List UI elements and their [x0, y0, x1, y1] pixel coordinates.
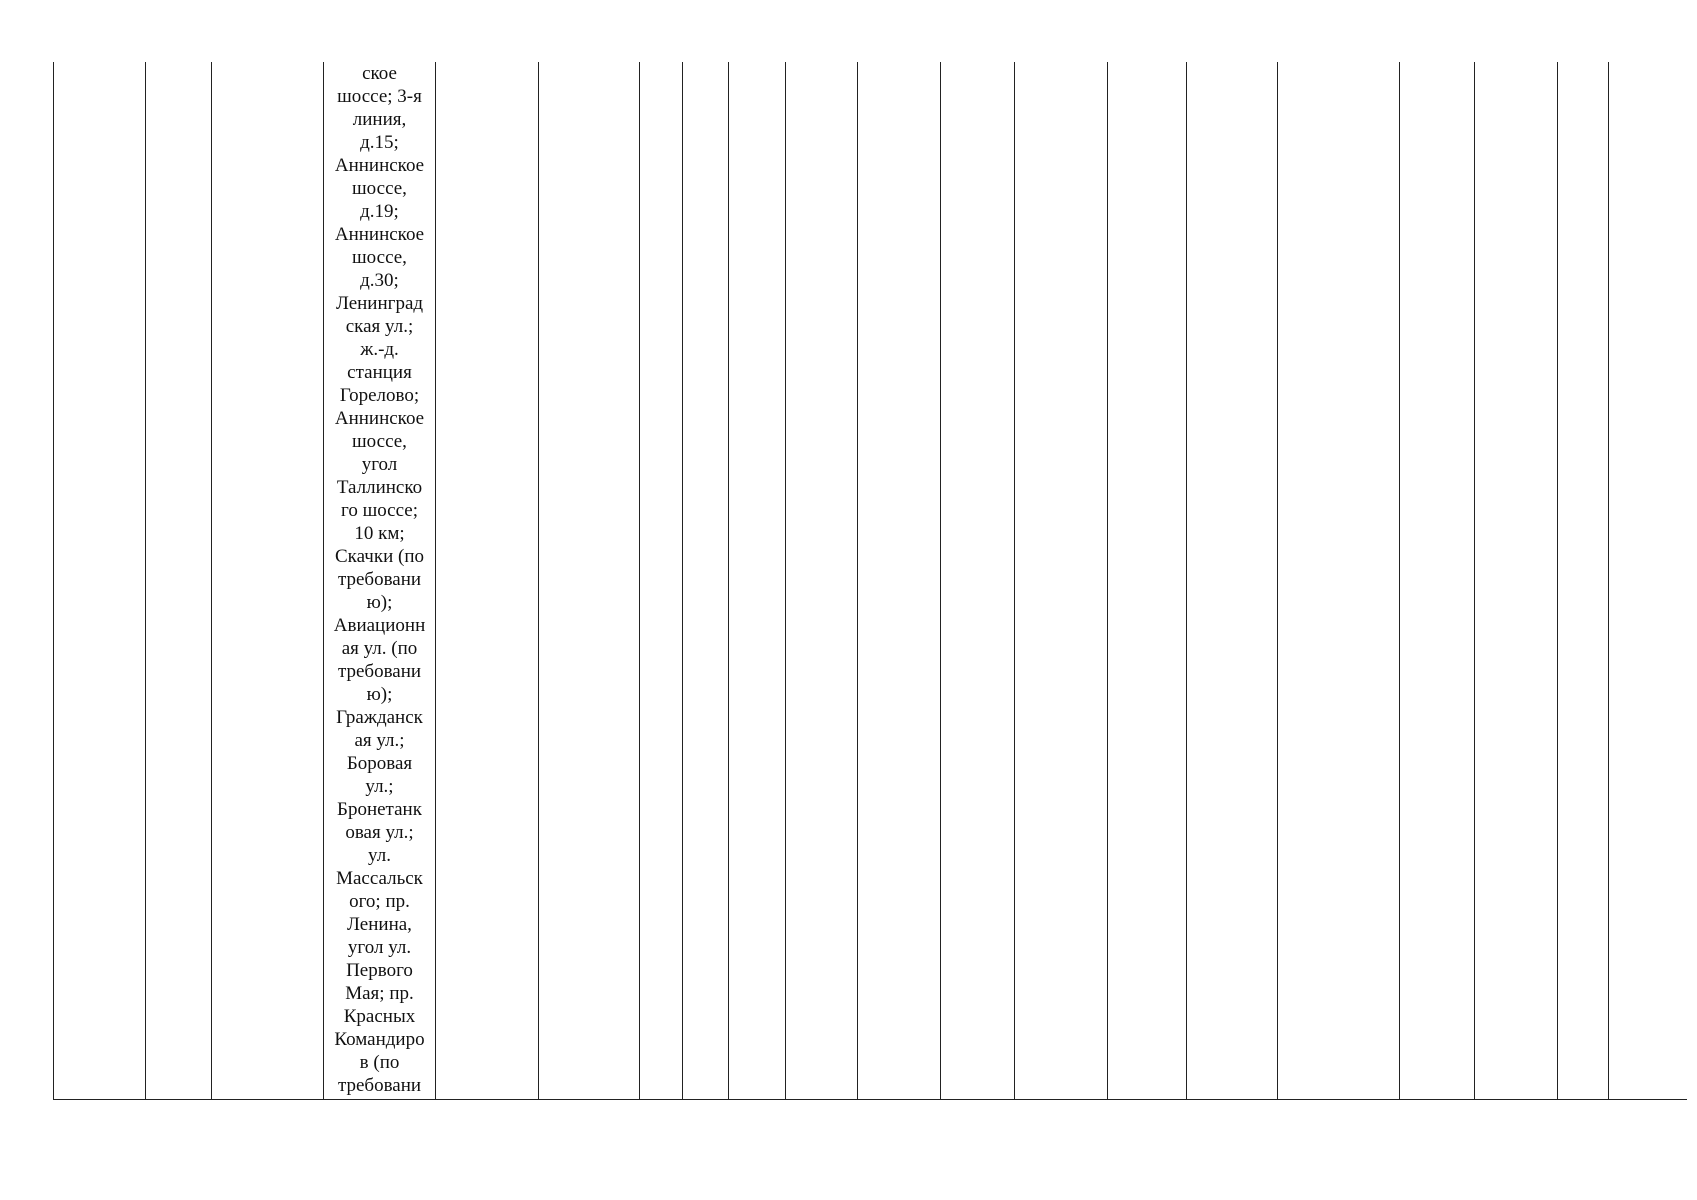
address-line: Таллинско	[336, 477, 423, 498]
address-line: го шоссе;	[341, 500, 418, 521]
table-column-3	[211, 62, 323, 1099]
table-column-16	[1277, 62, 1399, 1099]
address-line: Авиационн	[333, 615, 426, 636]
address-line: 10 км;	[354, 523, 405, 544]
address-line: линия,	[352, 109, 407, 130]
address-line: д.30;	[360, 270, 399, 291]
address-line: ю);	[366, 592, 393, 613]
address-cell-text	[324, 62, 435, 1097]
address-line: ая ул. (по	[341, 638, 418, 659]
address-line: ская ул.;	[345, 316, 414, 337]
address-line: д.19;	[360, 201, 399, 222]
address-line: Командиро	[334, 1029, 425, 1050]
table-column-17	[1399, 62, 1474, 1099]
address-line: ж.-д.	[360, 339, 399, 360]
address-line: Боровая	[346, 753, 413, 774]
address-line: угол ул.	[347, 937, 412, 958]
table-column-11	[857, 62, 940, 1099]
address-line: Красных	[343, 1006, 416, 1027]
address-line: Аннинское	[334, 155, 425, 176]
table-column-10	[785, 62, 857, 1099]
address-line: Аннинское	[334, 224, 425, 245]
table-column-12	[940, 62, 1014, 1099]
address-line: ого; пр.	[349, 891, 410, 912]
address-line: Первого	[346, 960, 413, 981]
table-column-5	[435, 62, 538, 1099]
address-line: Скачки (по	[335, 546, 424, 567]
schedule-table	[53, 62, 1687, 1100]
table-column-15	[1186, 62, 1277, 1099]
address-line: Аннинское	[334, 408, 425, 429]
table-column-7	[639, 62, 682, 1099]
table-column-9	[728, 62, 785, 1099]
address-line: овая ул.;	[345, 822, 414, 843]
table-column-14	[1107, 62, 1186, 1099]
address-line: ю);	[366, 684, 393, 705]
address-line: Ленина,	[347, 914, 412, 935]
table-column-8	[682, 62, 728, 1099]
address-line: ское	[362, 63, 397, 84]
address-line: Мая; пр.	[345, 983, 414, 1004]
address-line: д.15;	[360, 132, 399, 153]
table-column-19	[1557, 62, 1609, 1099]
address-line: в (по	[359, 1052, 400, 1073]
address-line: шоссе; 3-я	[337, 86, 422, 107]
table-column-6	[538, 62, 639, 1099]
address-line: Массальск	[336, 868, 423, 889]
address-line: Горелово;	[339, 385, 420, 406]
address-line: шоссе,	[352, 178, 407, 199]
table-column-address	[323, 62, 435, 1099]
address-line: требовани	[337, 661, 422, 682]
table-column-2	[145, 62, 211, 1099]
table-column-18	[1474, 62, 1557, 1099]
address-line: Бронетанк	[337, 799, 422, 820]
address-line: угол	[361, 454, 398, 475]
address-line: шоссе,	[352, 247, 407, 268]
address-line: Гражданск	[336, 707, 423, 728]
address-line: требовани	[337, 1075, 422, 1096]
address-line: требовани	[337, 569, 422, 590]
table-column-13	[1014, 62, 1107, 1099]
address-line: Ленинград	[335, 293, 424, 314]
address-line: станция	[347, 362, 412, 383]
table-column-1	[53, 62, 145, 1099]
address-line: ая ул.;	[354, 730, 405, 751]
address-line: ул.	[368, 845, 391, 866]
address-line: шоссе,	[352, 431, 407, 452]
address-line: ул.;	[365, 776, 394, 797]
